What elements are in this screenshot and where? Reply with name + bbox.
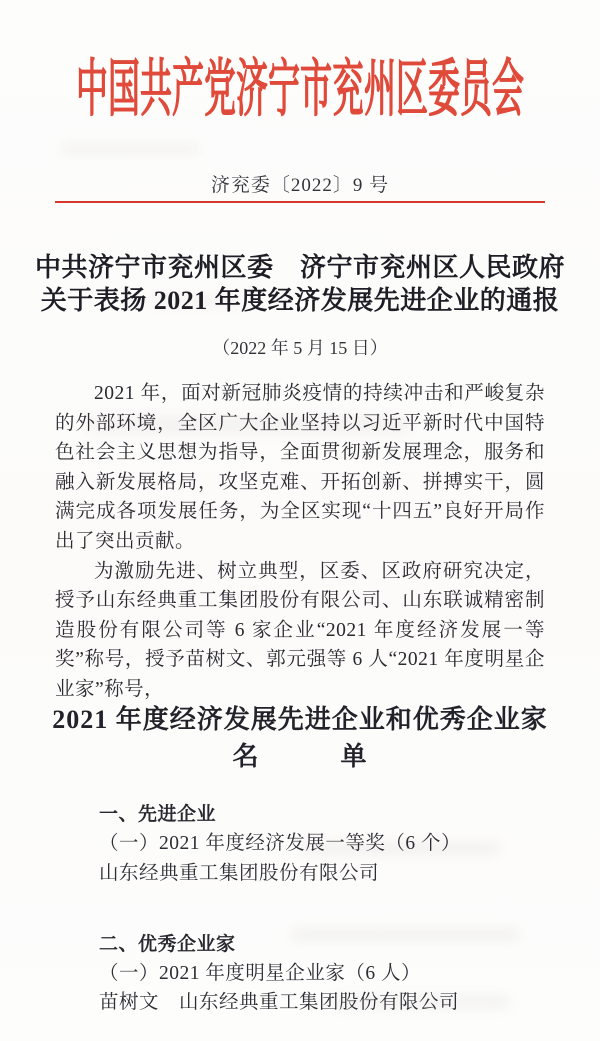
roster-section2-subheading: （一）2021 年度明星企业家（6 人） <box>99 963 422 985</box>
roster-section1-item: 山东经典重工集团股份有限公司 <box>99 862 380 884</box>
document-title-line2: 关于表扬 2021 年度经济发展先进企业的通报 <box>40 286 560 315</box>
roster-title-line1: 2021 年度经济发展先进企业和优秀企业家 <box>52 705 548 734</box>
document-number: 济兖委〔2022〕9 号 <box>210 175 390 196</box>
document-title <box>0 251 600 317</box>
roster-section1-heading: 一、先进企业 <box>99 804 217 825</box>
bleedthrough-mark <box>60 144 200 154</box>
roster-section2-heading: 二、优秀企业家 <box>99 933 236 955</box>
body-paragraph-1: 2021 年，面对新冠肺炎疫情的持续冲击和严峻复杂的外部环境，全区广大企业坚持以习近平新时代中国特色社会主义思想为指导，全面贯彻新发展理念，服务和融入新发展格局，攻坚克难、开拓创新、拼搏实干，圆满完成各项发展任务，为全区实现“十四五”良好开局作出了突出贡献。 <box>55 383 545 552</box>
roster-title <box>0 701 600 775</box>
roster-section2-item: 苗树文 山东经典重工集团股份有限公司 <box>99 992 460 1014</box>
document-date: （2022 年 5 月 15 日） <box>212 338 388 358</box>
document-body <box>55 379 545 705</box>
document-title-line1: 中共济宁市兖州区委 济宁市兖州区人民政府 <box>34 253 565 282</box>
body-paragraph-2: 为激励先进、树立典型，区委、区政府研究决定，授予山东经典重工集团股份有限公司、山东联诚精密制造股份有限公司等 6 家企业“2021 年度经济发展一等奖”称号，授予苗树文、郭元强等 6 人“2021 年度明星企业家”称号， <box>55 560 545 700</box>
red-divider-rule <box>55 201 545 203</box>
roster-list <box>55 800 545 1018</box>
roster-title-line2: 名 单 <box>232 742 368 771</box>
roster-section1-subheading: （一）2021 年度经济发展一等奖（6 个） <box>99 833 462 855</box>
roster-section-gap <box>55 888 545 930</box>
letterhead-org-name: 中国共产党济宁市兖州区委员会 <box>75 53 524 124</box>
